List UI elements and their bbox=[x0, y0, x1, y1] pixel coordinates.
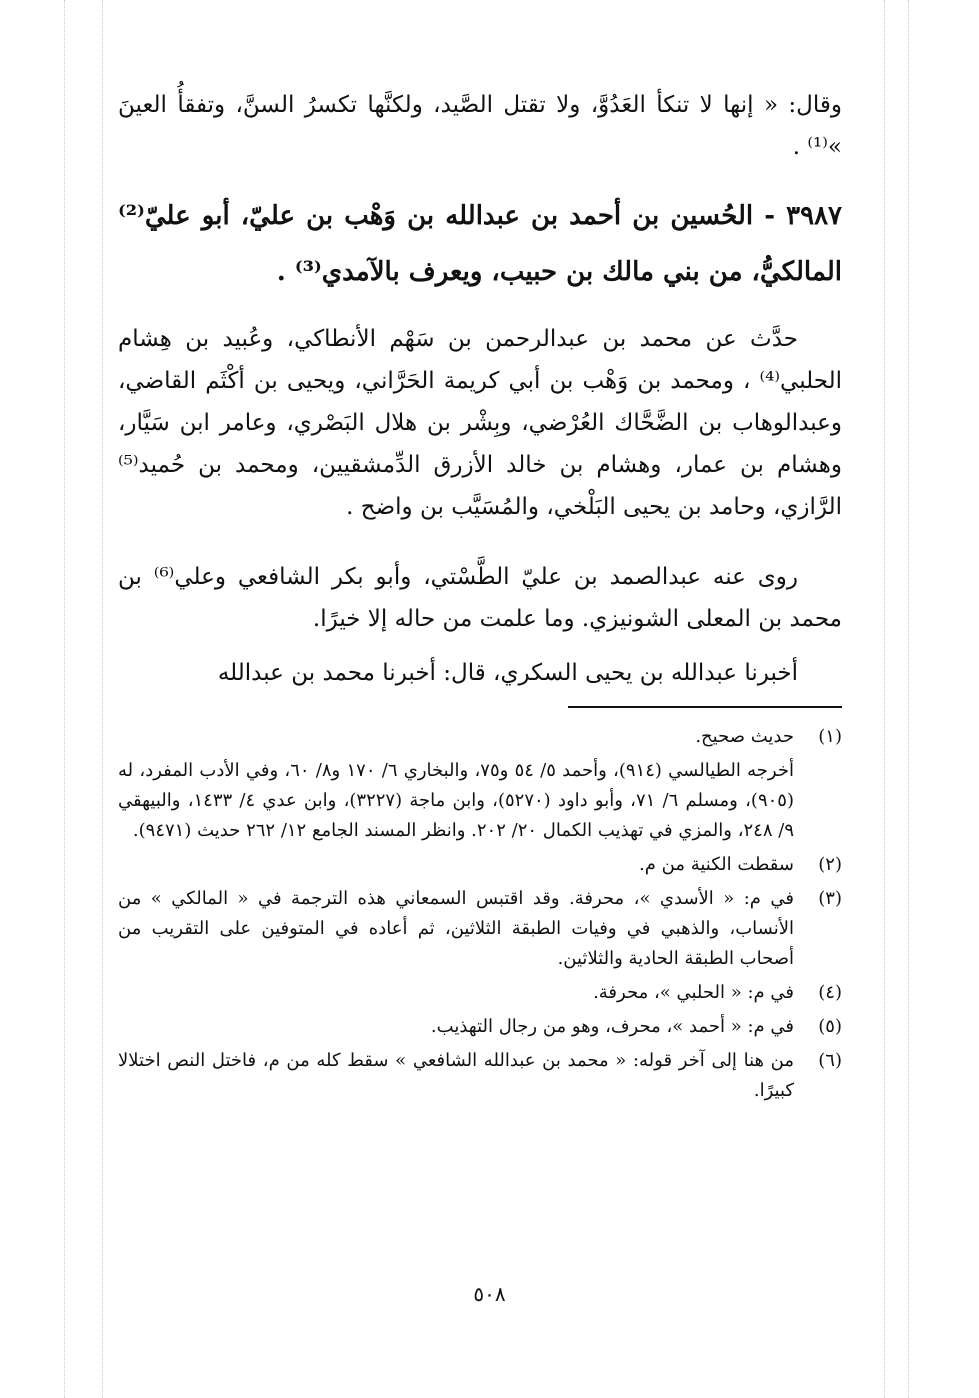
footnote-number: (٢) bbox=[818, 854, 842, 875]
footnote-number: (٤) bbox=[818, 982, 842, 1003]
footnote-separator bbox=[568, 706, 842, 708]
quote-paragraph: وقال: « إنها لا تنكأ العَدُوَّ، ولا تقتل الصَّيد، ولكنَّها تكسرُ السنَّ، وتفقأُ العينَ »⁽¹⁾ . bbox=[118, 92, 842, 160]
scan-artifact-line bbox=[884, 0, 885, 1398]
footnote-1 bbox=[118, 722, 842, 752]
footnote-1-continued bbox=[118, 756, 842, 846]
footnotes bbox=[118, 722, 842, 1110]
footnote-text: في م: « الأسدي »، محرفة. وقد اقتبس السمعاني هذه الترجمة في « المالكي » من الأنساب، والذهبي في وفيات الطبقة الثلاثين، ثم أعاده في المتوفين على التقريب من أصحاب الطبقة الحادية والثلاثين. bbox=[118, 888, 794, 969]
students-paragraph: روى عنه عبدالصمد بن عليّ الطَّسْتي، وأبو بكر الشافعي وعلي⁽⁶⁾ بن محمد بن المعلى الشونيزي. وما علمت من حاله إلا خيرًا. bbox=[118, 564, 842, 632]
entry-heading: ٣٩٨٧ - الحُسين بن أحمد بن عبدالله بن وَهْب بن عليّ، أبو عليّ⁽²⁾ المالكيُّ، من بني مالك بن حبيب، ويعرف بالآمدي⁽³⁾ . bbox=[118, 201, 842, 287]
footnote-5 bbox=[118, 1012, 842, 1042]
footnote-number: (١) bbox=[818, 726, 842, 747]
scan-artifact-line bbox=[102, 0, 103, 1398]
footnote-text: حديث صحيح. bbox=[695, 726, 794, 747]
footnote-text: في م: « أحمد »، محرف، وهو من رجال التهذيب. bbox=[430, 1016, 794, 1037]
footnote-text: أخرجه الطيالسي (٩١٤)، وأحمد ٥/ ٥٤ و٧٥، والبخاري ٦/ ١٧٠ و٨/ ٦٠، وفي الأدب المفرد، له (٩٠٥)، ومسلم ٦/ ٧١، وأبو داود (٥٢٧٠)، وابن ماجة (٣٢٢٧)، وابن عدي ٤/ ١٤٣٣، والبيهقي ٩/ ٢٤٨، والمزي في تهذيب الكمال ٢٠/ ٢٠٢. وانظر المسند الجامع ١٢/ ٢٦٢ حديث (٩٤٧١). bbox=[118, 760, 794, 841]
footnote-number: (٦) bbox=[818, 1050, 842, 1071]
teachers-paragraph: حدَّث عن محمد بن عبدالرحمن بن سَهْم الأنطاكي، وعُبيد بن هِشام الحلبي⁽⁴⁾ ، ومحمد بن وَهْب بن أبي كريمة الحَرَّاني، ويحيى بن أكْثَم القاضي، وعبدالوهاب بن الضَّحَّاك العُرْضي، وبِشْر بن هلال البَصْري، وعامر ابن سَيَّار، وهشام بن عمار، وهشام بن خالد الأزرق الدِّمشقيين، ومحمد بن حُميد⁽⁵⁾ الرَّازي، وحامد بن يحيى البَلْخي، والمُسَيَّب بن واضح . bbox=[118, 326, 842, 520]
footnote-6 bbox=[118, 1046, 842, 1106]
footnote-text: سقطت الكنية من م. bbox=[639, 854, 794, 875]
page-number: ٥٠٨ bbox=[473, 1282, 506, 1306]
footnote-number bbox=[794, 756, 842, 846]
footnote-4 bbox=[118, 978, 842, 1008]
footnote-3 bbox=[118, 884, 842, 974]
footnote-number: (٣) bbox=[818, 888, 842, 909]
footnote-text: من هنا إلى آخر قوله: « محمد بن عبدالله الشافعي » سقط كله من م، فاختل النص اختلالا كبيرًا. bbox=[118, 1050, 794, 1101]
footnote-2 bbox=[118, 850, 842, 880]
footnote-text: في م: « الحلبي »، محرفة. bbox=[593, 982, 794, 1003]
scan-artifact-line bbox=[908, 0, 909, 1398]
footnote-number: (٥) bbox=[818, 1016, 842, 1037]
scan-artifact-line bbox=[64, 0, 65, 1398]
chain-paragraph: أخبرنا عبدالله بن يحيى السكري، قال: أخبرنا محمد بن عبدالله bbox=[217, 660, 798, 686]
